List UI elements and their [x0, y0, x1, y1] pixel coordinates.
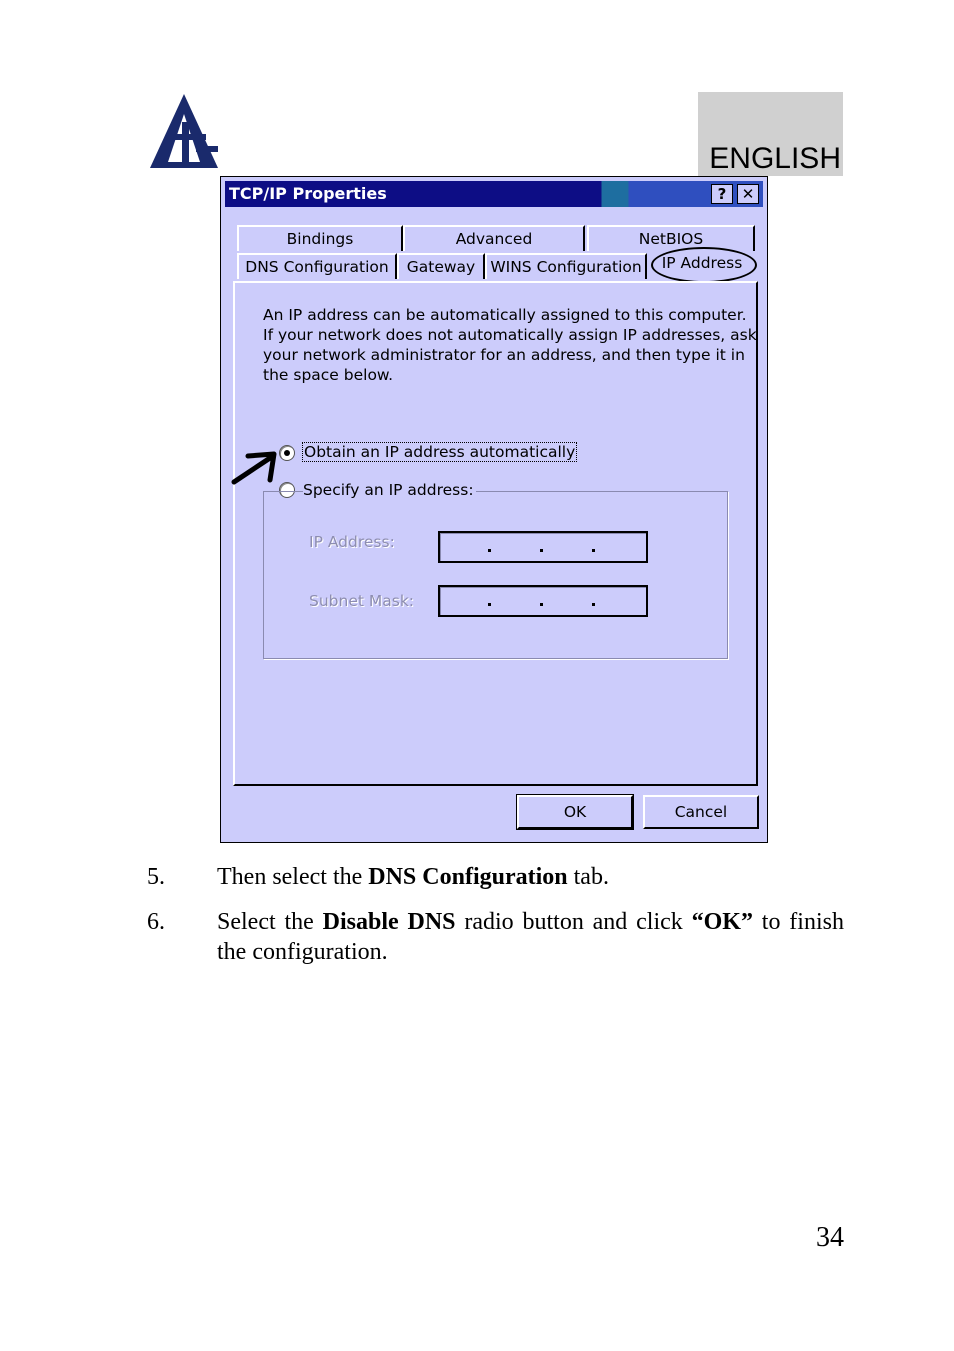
- description-line: If your network does not automatically assign IP addresses, ask: [263, 326, 757, 344]
- step-text-part: radio button and click: [455, 909, 692, 935]
- page-number: 34: [816, 1222, 844, 1253]
- octet-separator: [592, 603, 595, 606]
- tab-wins-configuration[interactable]: WINS Configuration: [485, 253, 647, 279]
- tab-gateway[interactable]: Gateway: [397, 253, 485, 279]
- ip-address-field[interactable]: [438, 531, 648, 563]
- tab-bindings[interactable]: Bindings: [237, 225, 403, 251]
- instruction-step: [147, 907, 844, 971]
- radio-specify-ip-label[interactable]: Specify an IP address:: [303, 481, 474, 499]
- close-button[interactable]: ✕: [737, 184, 759, 204]
- description-text: [263, 305, 757, 385]
- step-number: 5.: [147, 864, 165, 890]
- octet-separator: [540, 549, 543, 552]
- step-bold-text: “OK”: [691, 909, 753, 935]
- subnet-mask-label: Subnet Mask:: [309, 592, 415, 610]
- ip-address-label: IP Address:: [309, 533, 395, 551]
- radio-selected-dot: [284, 450, 290, 456]
- tab-netbios[interactable]: NetBIOS: [587, 225, 755, 251]
- help-button[interactable]: ?: [711, 184, 733, 204]
- octet-separator: [540, 603, 543, 606]
- step-bold-text: Disable DNS: [322, 909, 456, 935]
- step-bold-text: DNS Configuration: [368, 864, 568, 890]
- specify-ip-group: [263, 491, 728, 659]
- language-banner: [698, 92, 843, 176]
- octet-separator: [592, 549, 595, 552]
- tab-ip-address[interactable]: IP Address: [651, 251, 753, 279]
- description-line: your network administrator for an address, and then type it in: [263, 346, 745, 364]
- cancel-button[interactable]: Cancel: [643, 795, 759, 829]
- tab-dns-configuration[interactable]: DNS Configuration: [237, 253, 397, 279]
- step-text-part: Select the: [217, 909, 323, 935]
- subnet-mask-field[interactable]: [438, 585, 648, 617]
- dialog-title: TCP/IP Properties: [229, 184, 387, 203]
- dialog-titlebar: [225, 181, 763, 207]
- step-text-part: tab.: [567, 864, 609, 890]
- step-number: 6.: [147, 909, 165, 935]
- ok-button[interactable]: OK: [517, 795, 633, 829]
- radio-obtain-auto-label[interactable]: [302, 443, 577, 461]
- step-text: [217, 862, 844, 892]
- description-line: An IP address can be automatically assigned to this computer.: [263, 306, 747, 324]
- step-text-part: Then select the: [217, 864, 369, 890]
- octet-separator: [488, 603, 491, 606]
- atlantis-logo: [148, 92, 220, 170]
- step-text: [217, 907, 844, 967]
- tcpip-properties-dialog: [220, 176, 768, 843]
- octet-separator: [488, 549, 491, 552]
- pointer-arrow-icon: [230, 448, 282, 488]
- step-text-part: to finish the configuration.: [217, 909, 844, 965]
- focus-rectangle: Obtain an IP address automatically: [304, 443, 576, 461]
- tab-advanced[interactable]: Advanced: [403, 225, 585, 251]
- language-label: ENGLISH: [709, 142, 841, 175]
- description-line: the space below.: [263, 366, 394, 384]
- highlight-ellipse: [651, 247, 757, 283]
